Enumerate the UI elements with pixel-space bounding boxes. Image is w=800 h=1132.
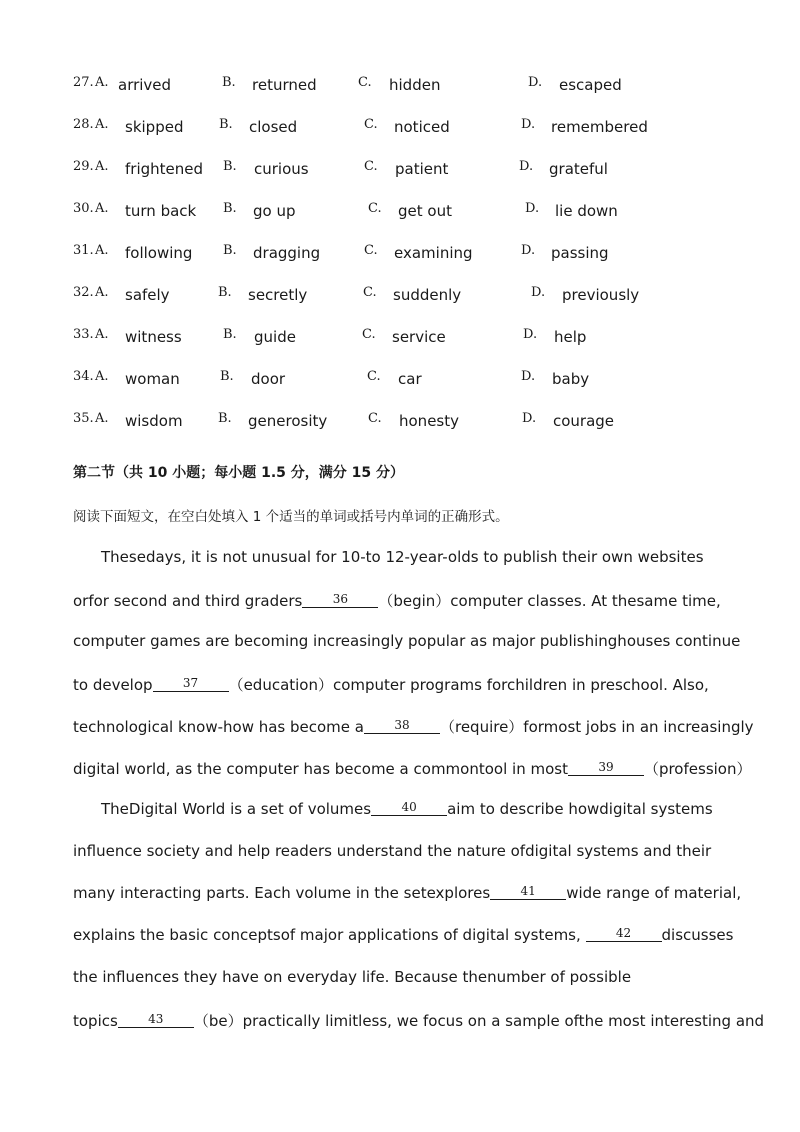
option-letter-d: D. [531, 285, 546, 300]
option-b: returned [252, 76, 317, 94]
passage-line [73, 926, 733, 944]
passage-line [101, 800, 713, 818]
question-row-30 [0, 201, 800, 231]
option-a: witness [125, 328, 182, 346]
passage-text: computer games are becoming increasingly popular as major publishinghouses continue [73, 632, 741, 650]
passage-line [73, 590, 721, 611]
question-number: 27. [73, 75, 94, 90]
option-b: go up [253, 202, 296, 220]
option-d: courage [553, 412, 615, 430]
option-letter-d: D. [522, 411, 537, 426]
passage-text: orfor second and third graders [73, 592, 303, 610]
option-d: grateful [549, 160, 608, 178]
passage-text: influence society and help readers understand the nature ofdigital systems and their [73, 842, 712, 860]
option-d: lie down [555, 202, 618, 220]
question-number: 28. [73, 117, 94, 132]
option-letter-d: D. [525, 201, 540, 216]
question-number: 30. [73, 201, 94, 216]
option-c: examining [394, 244, 473, 262]
option-a: wisdom [125, 412, 183, 430]
option-letter-b: B. [223, 327, 237, 342]
passage-text: aim to describe howdigital systems [447, 800, 713, 818]
passage-text: technological know-how has become a [73, 718, 364, 736]
passage-line [73, 674, 709, 695]
question-row-29 [0, 159, 800, 189]
option-letter-d: D. [519, 159, 534, 174]
option-c: suddenly [393, 286, 462, 304]
question-row-34 [0, 369, 800, 399]
blank-36[interactable]: 36 [302, 592, 378, 608]
passage-line [73, 884, 741, 902]
option-b: dragging [253, 244, 321, 262]
option-letter-a: A. [95, 327, 109, 342]
blank-41[interactable]: 41 [490, 884, 566, 900]
passage-text: wide range of material, [566, 884, 742, 902]
blank-40[interactable]: 40 [371, 800, 447, 816]
passage-line [73, 758, 751, 779]
option-letter-a: A. [95, 159, 109, 174]
passage-text: the influences they have on everyday life. Because thenumber of possible [73, 968, 632, 986]
section-title: 第二节（共 10 小题；每小题 1.5 分，满分 15 分） [73, 465, 405, 481]
option-letter-d: D. [523, 327, 538, 342]
question-number: 33. [73, 327, 94, 342]
question-row-28 [0, 117, 800, 147]
option-letter-c: C. [368, 411, 382, 426]
option-letter-d: D. [528, 75, 543, 90]
passage-line [73, 632, 740, 650]
option-letter-b: B. [219, 117, 233, 132]
option-a: frightened [125, 160, 204, 178]
option-letter-a: A. [95, 369, 109, 384]
passage-text: （require）formost jobs in an increasingly [439, 718, 754, 736]
section-instructions: 阅读下面短文，在空白处填入 1 个适当的单词或括号内单词的正确形式。 [73, 509, 509, 525]
option-letter-c: C. [368, 201, 382, 216]
option-d: baby [552, 370, 590, 388]
option-letter-b: B. [222, 75, 236, 90]
option-letter-d: D. [521, 243, 536, 258]
option-a: skipped [125, 118, 184, 136]
option-letter-a: A. [95, 117, 109, 132]
option-letter-b: B. [218, 411, 232, 426]
passage-text: to develop [73, 676, 153, 694]
blank-42[interactable]: 42 [586, 926, 662, 942]
question-number: 34. [73, 369, 94, 384]
option-c: patient [395, 160, 449, 178]
option-d: escaped [559, 76, 622, 94]
option-letter-b: B. [218, 285, 232, 300]
passage-text: （education）computer programs forchildren in preschool. Also, [228, 676, 709, 694]
option-b: door [251, 370, 286, 388]
option-letter-c: C. [367, 369, 381, 384]
passage-text: topics [73, 1012, 118, 1030]
option-c: get out [398, 202, 452, 220]
option-letter-d: D. [521, 369, 536, 384]
option-d: help [554, 328, 587, 346]
option-letter-a: A. [95, 243, 109, 258]
passage-line [101, 548, 704, 566]
question-row-35 [0, 411, 800, 441]
option-letter-b: B. [220, 369, 234, 384]
option-d: previously [562, 286, 640, 304]
option-c: hidden [389, 76, 441, 94]
passage-text: （be）practically limitless, we focus on a sample ofthe most interesting and [193, 1012, 765, 1030]
passage-text: many interacting parts. Each volume in the setexplores [73, 884, 491, 902]
option-letter-b: B. [223, 243, 237, 258]
option-b: curious [254, 160, 309, 178]
option-d: remembered [551, 118, 648, 136]
question-number: 32. [73, 285, 94, 300]
option-letter-a: A. [95, 411, 109, 426]
passage-text: Thesedays, it is not unusual for 10-to 12-year-olds to publish their own websites [101, 548, 704, 566]
passage-line [73, 842, 711, 860]
passage-line [73, 716, 754, 737]
question-row-31 [0, 243, 800, 273]
question-row-33 [0, 327, 800, 357]
option-a: arrived [118, 76, 172, 94]
option-a: woman [125, 370, 180, 388]
passage-text: TheDigital World is a set of volumes [101, 800, 372, 818]
option-b: guide [254, 328, 296, 346]
passage-line [73, 968, 631, 986]
option-c: honesty [399, 412, 459, 430]
option-c: car [398, 370, 422, 388]
option-letter-a: A. [95, 201, 109, 216]
option-a: following [125, 244, 193, 262]
option-letter-b: B. [223, 159, 237, 174]
option-a: turn back [125, 202, 197, 220]
option-letter-d: D. [521, 117, 536, 132]
passage-text: digital world, as the computer has become a commontool in most [73, 760, 568, 778]
option-b: generosity [248, 412, 328, 430]
option-c: service [392, 328, 446, 346]
blank-38[interactable]: 38 [364, 718, 440, 734]
blank-43[interactable]: 43 [118, 1012, 194, 1028]
option-letter-b: B. [223, 201, 237, 216]
question-row-27 [0, 75, 800, 105]
option-letter-a: A. [95, 285, 109, 300]
option-letter-c: C. [364, 243, 378, 258]
option-letter-c: C. [363, 285, 377, 300]
option-b: secretly [248, 286, 308, 304]
option-b: closed [249, 118, 298, 136]
option-letter-a: A. [95, 75, 109, 90]
option-a: safely [125, 286, 170, 304]
question-row-32 [0, 285, 800, 315]
blank-37[interactable]: 37 [153, 676, 229, 692]
option-letter-c: C. [362, 327, 376, 342]
option-letter-c: C. [364, 117, 378, 132]
question-number: 31. [73, 243, 94, 258]
passage-text: explains the basic conceptsof major applications of digital systems, [73, 926, 586, 944]
option-d: passing [551, 244, 609, 262]
option-letter-c: C. [364, 159, 378, 174]
passage-text: （profession） [643, 760, 752, 778]
question-number: 29. [73, 159, 94, 174]
blank-39[interactable]: 39 [568, 760, 644, 776]
question-number: 35. [73, 411, 94, 426]
passage-text: discusses [661, 926, 734, 944]
option-letter-c: C. [358, 75, 372, 90]
passage-line [73, 1010, 764, 1031]
option-c: noticed [394, 118, 450, 136]
passage-text: （begin）computer classes. At thesame time, [378, 592, 721, 610]
